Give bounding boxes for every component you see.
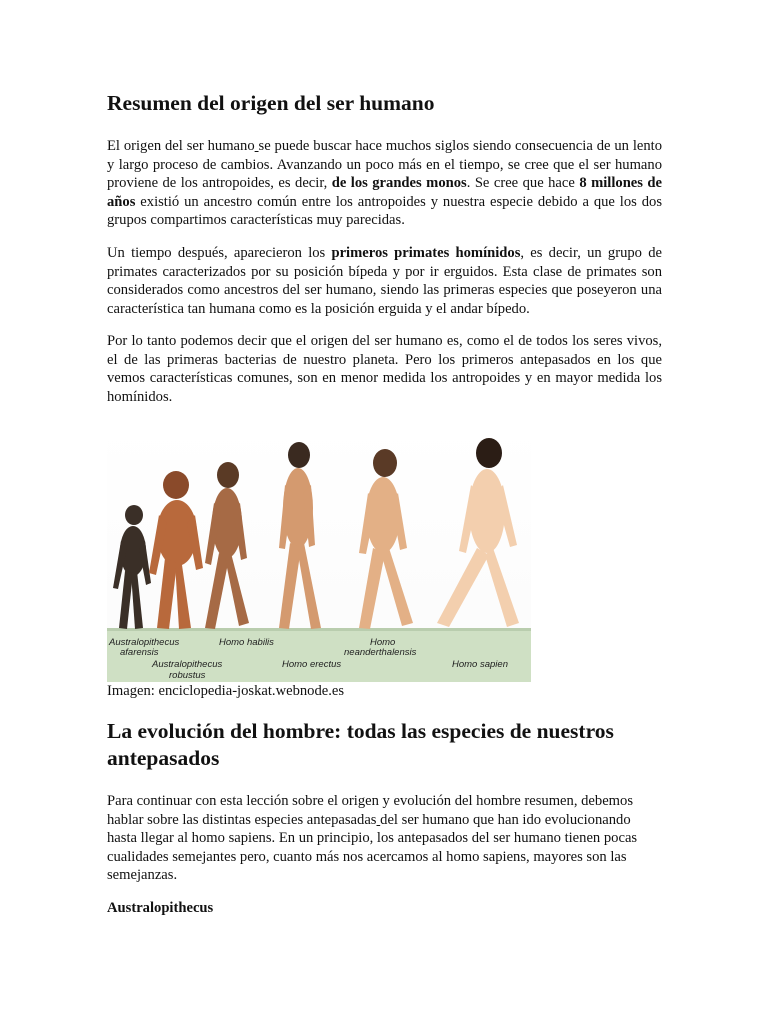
label-afarensis-2: afarensis: [120, 647, 159, 658]
paragraph-hominids: [107, 244, 662, 318]
text-run: Un tiempo después, aparecieron los: [107, 245, 332, 261]
label-erectus: Homo erectus: [282, 659, 342, 670]
bold-text: primeros primates homínidos: [331, 245, 521, 261]
label-afarensis-1: Australopithecus: [109, 637, 180, 648]
figure-caption: Imagen: enciclopedia-joskat.webnode.es: [107, 683, 345, 699]
label-neander-2: neanderthalensis: [344, 647, 417, 658]
text-run: se puede buscar hace muchos siglos siendo consecuencia de un lento y largo proceso de cambios. Avanzando un poco más en el tiempo, se cree que el ser humano proviene de los antropoides, es decir,: [107, 138, 662, 192]
label-sapien: Homo sapien: [452, 659, 508, 670]
text-run: El origen del ser humano: [107, 138, 255, 154]
text-run: existió un ancestro común entre los antropoides y nuestra especie debido a que los dos grupos compartimos características muy parecidas.: [107, 193, 662, 229]
section-title: La evolución del hombre: todas las especies de nuestros antepasados: [107, 719, 614, 770]
subheading: Australopithecus: [107, 900, 214, 916]
paragraph-conclusion: Por lo tanto podemos decir que el origen del ser humano es, como el de todos los seres vivos, el de las primeras bacterias de nuestro planeta. Pero los primeros antepasados en los que vemos características comunes, son en menor medida los antropoides y en mayor medida los homínidos.: [107, 333, 662, 405]
evolution-figure: [107, 423, 531, 682]
label-robustus-2: robustus: [169, 670, 206, 681]
bold-text: 8 millones de años: [107, 175, 663, 210]
label-robustus-1: Australopithecus: [152, 659, 223, 670]
text-run: , es decir, un grupo de primates caracterizados por su posición bípeda y por ir erguidos. Esta clase de primates son considerados como ancestros del ser humano, siendo las primeras especies que poseyeron una característica tan humana como es la posición erguida y el andar bípedo.: [107, 245, 662, 317]
paragraph-intro: [107, 137, 662, 230]
text-run: del ser humano que han ido evolucionando hasta llegar al homo sapiens. En un principio, los antepasados del ser humano tienen pocas cualidades semejantes pero, cuanto más nos acercamos al homo sapiens, mayores son las semejanzas.: [107, 811, 638, 884]
paragraph-evolution: [107, 792, 662, 885]
text-run: Para continuar con esta lección sobre el origen y evolución del hombre resumen, debemos hablar sobre las distintas especies antepasadas: [107, 793, 634, 828]
bold-text: de los grandes monos: [331, 175, 467, 192]
label-neander-1: Homo: [370, 637, 396, 648]
text-run: . Se cree que hace: [466, 175, 580, 192]
label-habilis: Homo habilis: [219, 637, 274, 648]
evolution-illustration: [107, 423, 531, 682]
section-title: Resumen del origen del ser humano: [107, 91, 435, 115]
